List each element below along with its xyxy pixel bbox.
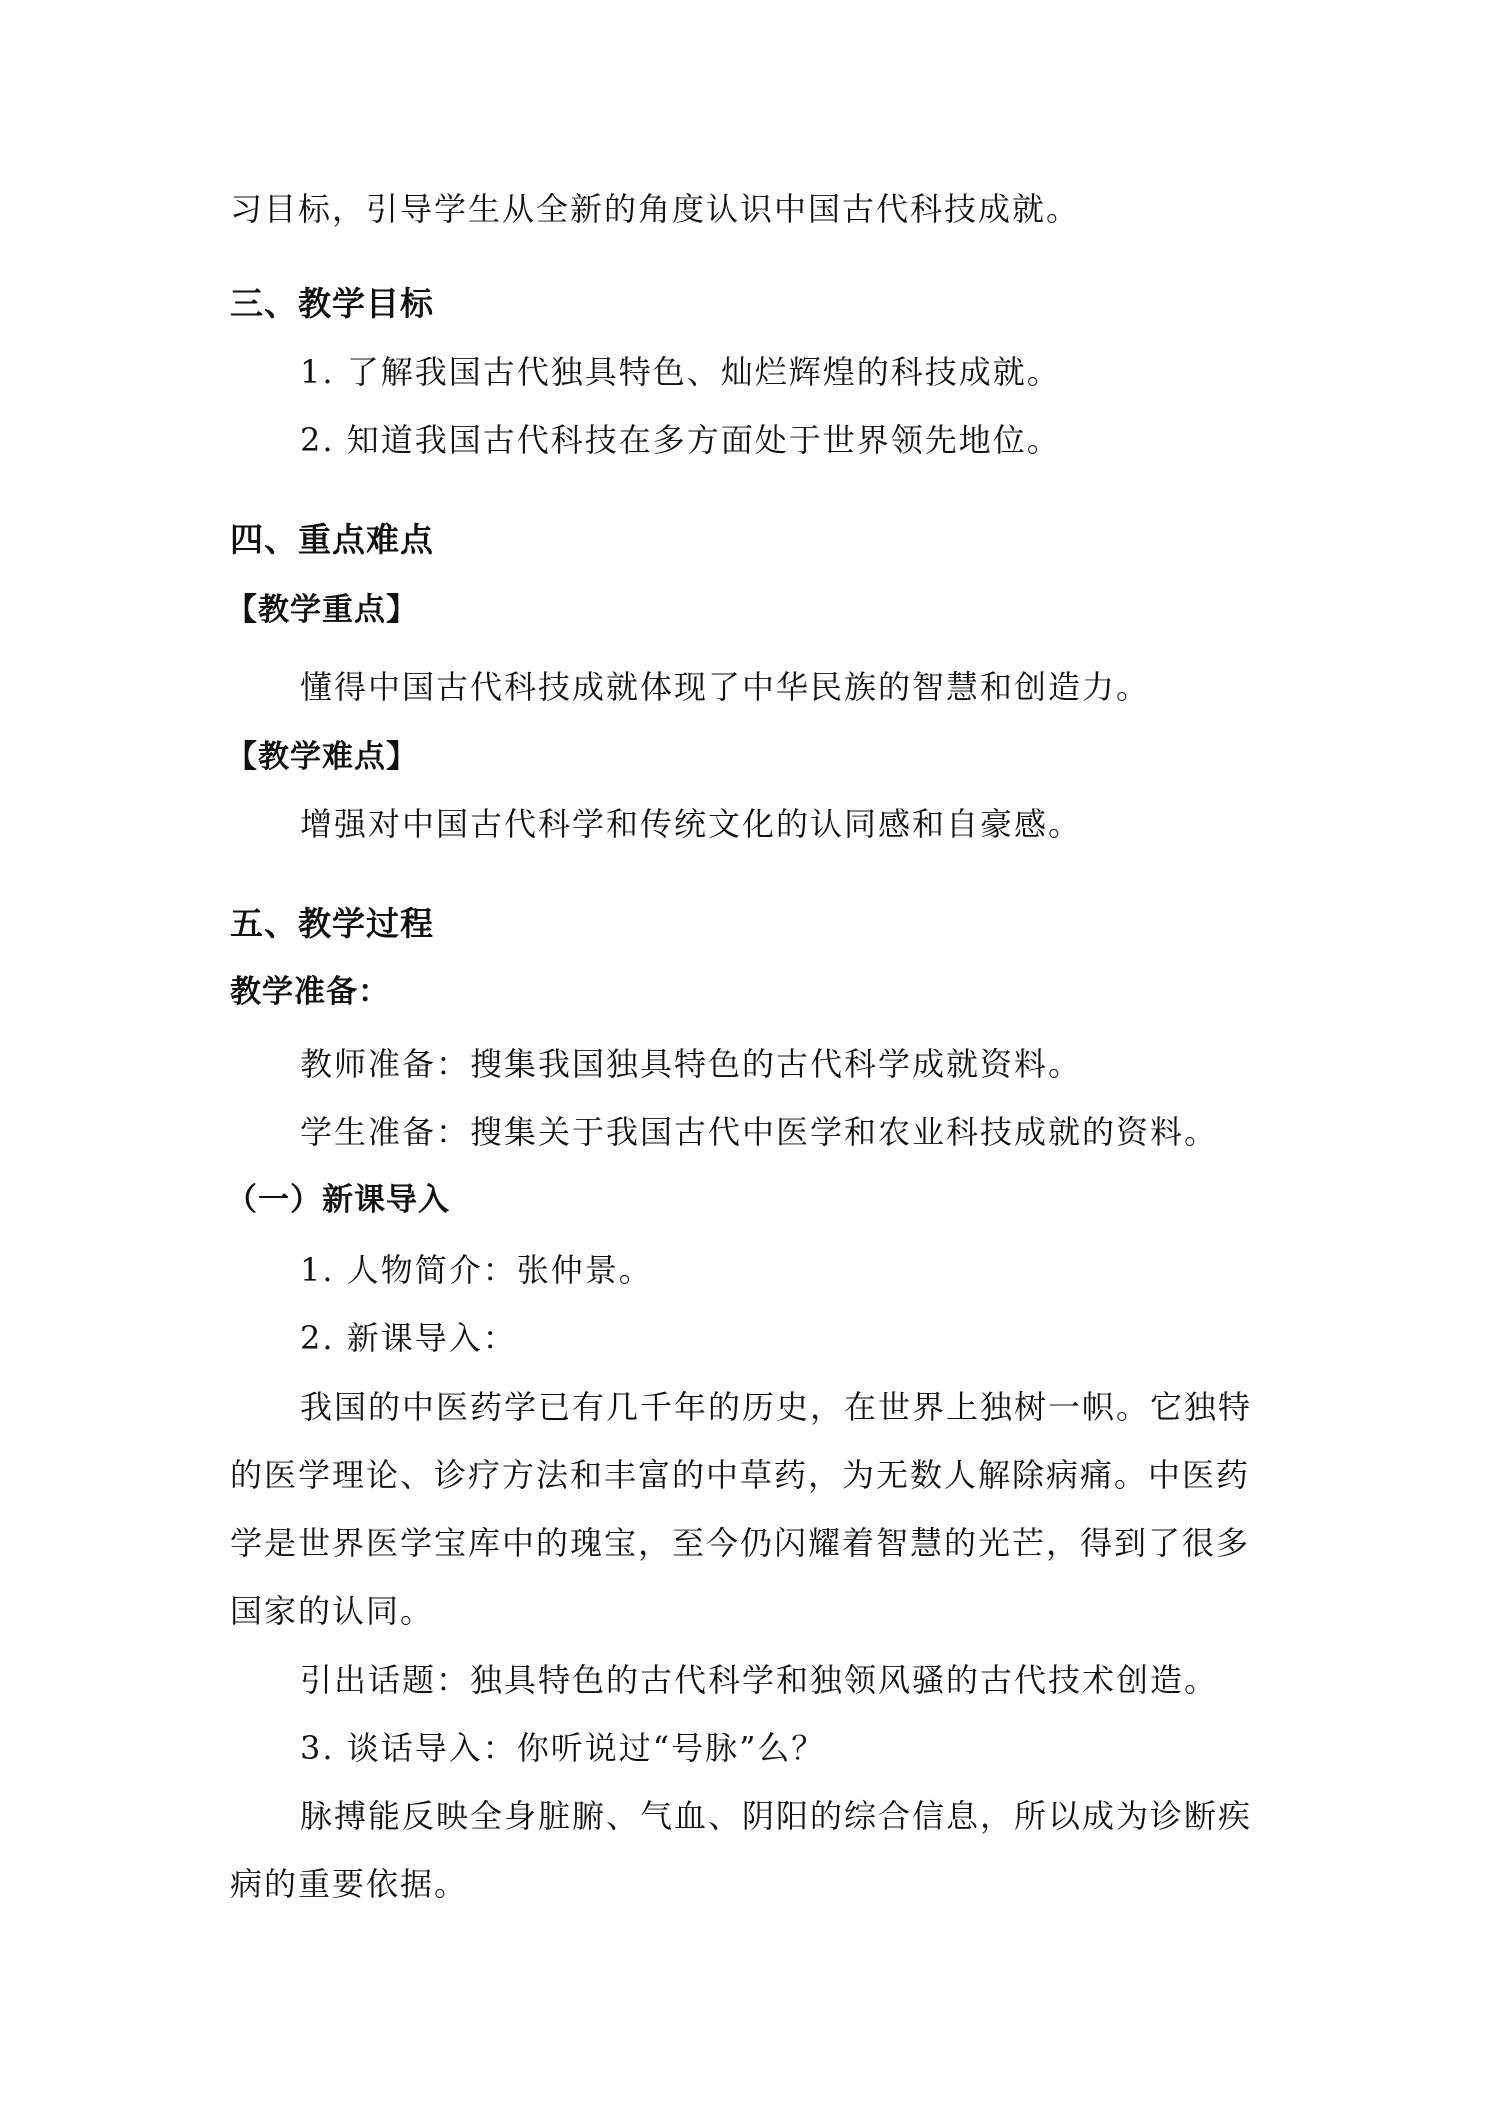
subsection-new-lesson-intro: （一）新课导入 [226, 1182, 450, 1218]
section-heading-teaching-process: 五、教学过程 [230, 904, 434, 943]
difficult-point-text: 增强对中国古代科学和传统文化的认同感和自豪感。 [300, 805, 1083, 843]
topic-line: 引出话题：独具特色的古代科学和独领风骚的古代技术创造。 [300, 1661, 1219, 1699]
student-preparation: 学生准备：搜集关于我国古代中医学和农业科技成就的资料。 [300, 1113, 1219, 1151]
key-point-text: 懂得中国古代科技成就体现了中华民族的智慧和创造力。 [300, 668, 1151, 706]
paragraph-line: 脉搏能反映全身脏腑、气血、阴阳的综合信息，所以成为诊断疾 [300, 1797, 1253, 1835]
intro-item-2: 2. 新课导入： [300, 1319, 517, 1357]
preparation-label: 教学准备： [230, 974, 390, 1010]
paragraph-line: 病的重要依据。 [230, 1865, 469, 1903]
paragraph-line: 国家的认同。 [230, 1592, 435, 1630]
intro-item-3: 3. 谈话导入：你听说过“号脉”么？ [300, 1729, 826, 1767]
goal-item-2: 2. 知道我国古代科技在多方面处于世界领先地位。 [300, 421, 1061, 459]
section-heading-key-points: 四、重点难点 [230, 520, 434, 559]
difficult-point-label: 【教学难点】 [226, 739, 418, 775]
paragraph-line: 的医学理论、诊疗方法和丰富的中草药，为无数人解除病痛。中医药 [230, 1456, 1251, 1494]
key-point-label: 【教学重点】 [226, 592, 418, 628]
teacher-preparation: 教师准备：搜集我国独具特色的古代科学成就资料。 [300, 1045, 1083, 1083]
paragraph-line: 学是世界医学宝库中的瑰宝，至今仍闪耀着智慧的光芒，得到了很多 [230, 1524, 1251, 1562]
goal-item-1: 1. 了解我国古代独具特色、灿烂辉煌的科技成就。 [300, 353, 1061, 391]
section-heading-teaching-goals: 三、教学目标 [230, 284, 434, 323]
intro-item-1: 1. 人物简介：张仲景。 [300, 1251, 653, 1289]
paragraph-continuation: 习目标，引导学生从全新的角度认识中国古代科技成就。 [230, 190, 1081, 228]
paragraph-line: 我国的中医药学已有几千年的历史，在世界上独树一帜。它独特 [300, 1388, 1253, 1426]
